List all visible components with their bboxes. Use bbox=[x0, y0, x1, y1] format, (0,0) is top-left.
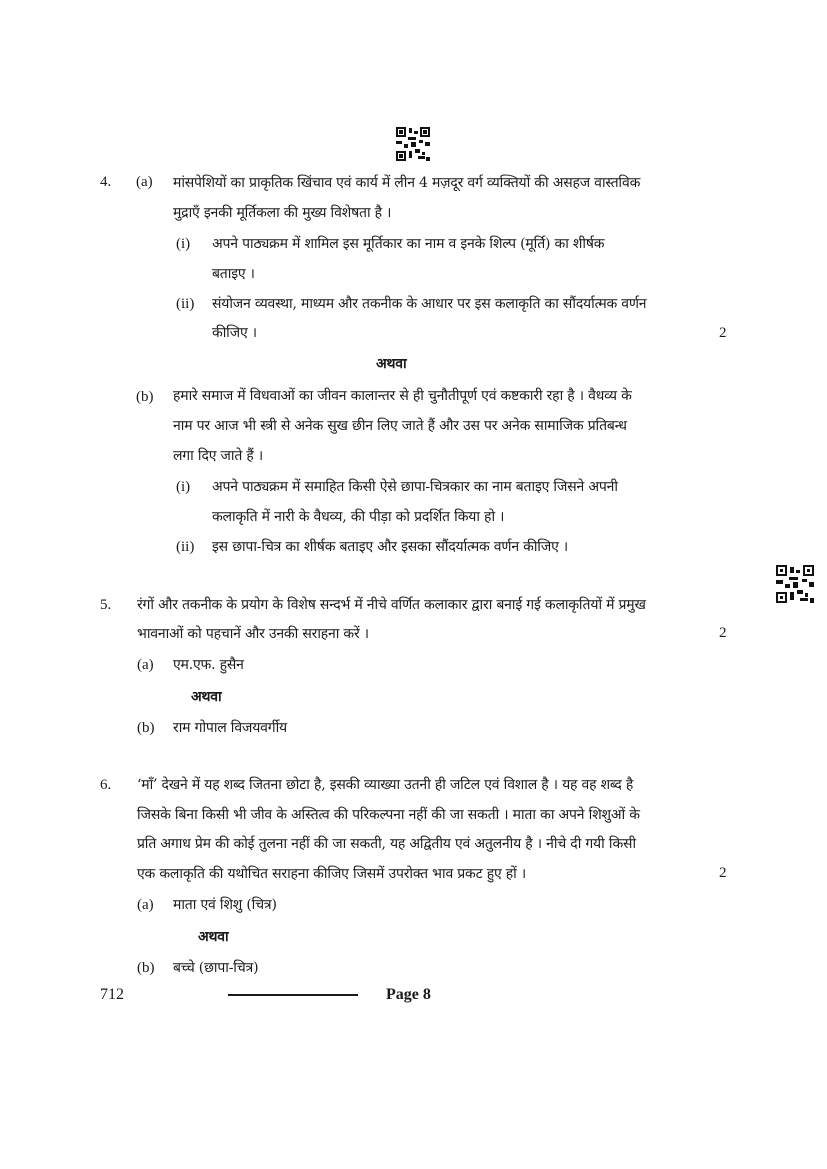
part-b-label: (b) bbox=[136, 389, 154, 405]
option-text: एम.एफ. हुसैन bbox=[173, 657, 244, 673]
question-text: ‘माँ’ देखने में यह शब्द जितना छोटा है, इसकी व्याख्या उतनी ही जटिल एवं विशाल है । यह वह शब्द है bbox=[137, 777, 634, 793]
question-text: हमारे समाज में विधवाओं का जीवन कालान्तर से ही चुनौतीपूर्ण एवं कष्टकारी रहा है । वैधव्य के bbox=[173, 388, 632, 404]
subpart-text: अपने पाठ्यक्रम में शामिल इस मूर्तिकार का नाम व इनके शिल्प (मूर्ति) का शीर्षक bbox=[212, 236, 605, 252]
option-text: बच्चे (छापा-चित्र) bbox=[173, 960, 259, 976]
question-number: 6. bbox=[100, 777, 112, 793]
subpart-ii-label: (ii) bbox=[176, 296, 195, 312]
marks: 2 bbox=[719, 625, 727, 641]
question-text: मांसपेशियों का प्राकृतिक खिंचाव एवं कार्य में लीन 4 मज़दूर वर्ग व्यक्तियों की असहज वास्तविक bbox=[173, 175, 641, 191]
option-text: राम गोपाल विजयवर्गीय bbox=[173, 720, 287, 736]
question-text: भावनाओं को पहचानें और उनकी सराहना करें । bbox=[137, 626, 369, 642]
qr-code-side bbox=[776, 565, 814, 603]
subpart-i-label: (i) bbox=[176, 479, 191, 495]
question-number: 4. bbox=[100, 174, 112, 190]
question-text: रंगों और तकनीक के प्रयोग के विशेष सन्दर्भ में नीचे वर्णित कलाकार द्वारा बनाई गई कलाकृतियों में प्रमुख bbox=[137, 597, 646, 613]
subpart-text: अपने पाठ्यक्रम में समाहित किसी ऐसे छापा-चित्रकार का नाम बताइए जिसने अपनी bbox=[212, 479, 618, 495]
question-text: नाम पर आज भी स्त्री से अनेक सुख छीन लिए जाते हैं और उस पर अनेक सामाजिक प्रतिबन्ध bbox=[173, 418, 627, 434]
option-text: माता एवं शिशु (चित्र) bbox=[173, 897, 277, 913]
or-divider: अथवा bbox=[198, 929, 229, 945]
subpart-text: इस छापा-चित्र का शीर्षक बताइए और इसका सौंदर्यात्मक वर्णन कीजिए । bbox=[212, 539, 569, 555]
or-divider: अथवा bbox=[191, 689, 222, 705]
question-number: 5. bbox=[100, 597, 112, 613]
subpart-text: संयोजन व्यवस्था, माध्यम और तकनीक के आधार पर इस कलाकृति का सौंदर्यात्मक वर्णन bbox=[212, 296, 647, 312]
option-a-label: (a) bbox=[137, 657, 154, 673]
option-a-label: (a) bbox=[137, 897, 154, 913]
question-text: मुद्राएँ इनकी मूर्तिकला की मुख्य विशेषता है । bbox=[173, 205, 392, 221]
part-a-label: (a) bbox=[136, 174, 153, 190]
question-text: जिसके बिना किसी भी जीव के अस्तित्व की परिकल्पना नहीं की जा सकती । माता का अपने शिशुओं के bbox=[137, 807, 640, 823]
or-divider: अथवा bbox=[376, 356, 407, 372]
question-text: प्रति अगाध प्रेम की कोई तुलना नहीं की जा सकती, यह अद्वितीय एवं अतुलनीय है । नीचे दी गयी किसी bbox=[137, 836, 636, 852]
option-b-label: (b) bbox=[137, 720, 155, 736]
subpart-text: कलाकृति में नारी के वैधव्य, की पीड़ा को प्रदर्शित किया हो । bbox=[212, 509, 505, 525]
paper-code: 712 bbox=[100, 986, 124, 1003]
footer-rule bbox=[228, 994, 358, 996]
question-text: लगा दिए जाते हैं । bbox=[173, 448, 263, 464]
page-number: Page 8 bbox=[386, 986, 431, 1003]
subpart-text: बताइए । bbox=[212, 266, 255, 282]
marks: 2 bbox=[719, 865, 727, 881]
marks: 2 bbox=[719, 325, 727, 341]
question-text: एक कलाकृति की यथोचित सराहना कीजिए जिसमें उपरोक्त भाव प्रकट हुए हों । bbox=[137, 866, 526, 882]
subpart-i-label: (i) bbox=[176, 236, 191, 252]
subpart-ii-label: (ii) bbox=[176, 539, 195, 555]
option-b-label: (b) bbox=[137, 960, 155, 976]
subpart-text: कीजिए । bbox=[212, 325, 257, 341]
qr-code-top bbox=[396, 127, 430, 161]
